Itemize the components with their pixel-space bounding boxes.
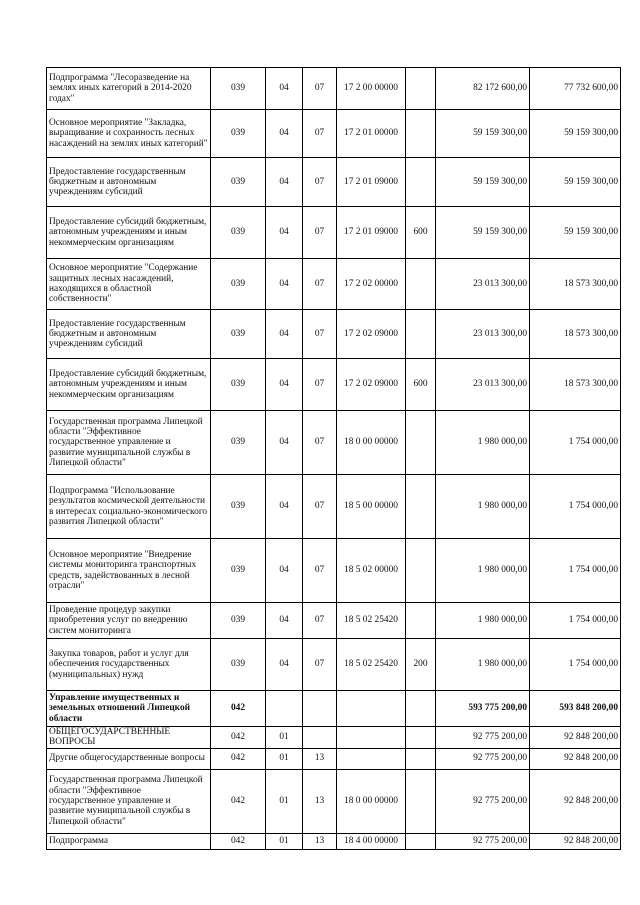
ministry-code-cell: 039 bbox=[211, 110, 266, 158]
expense-type-cell bbox=[406, 833, 436, 849]
amount-year2-cell: 18 573 300,00 bbox=[530, 259, 621, 310]
subsection-code-cell: 07 bbox=[303, 207, 337, 259]
target-article-cell: 17 2 00 00000 bbox=[337, 68, 406, 110]
table-row bbox=[47, 475, 621, 539]
ministry-code-cell: 039 bbox=[211, 359, 266, 411]
amount-year2-cell: 18 573 300,00 bbox=[530, 359, 621, 411]
subsection-code-cell: 13 bbox=[303, 769, 337, 833]
table-row bbox=[47, 833, 621, 849]
expense-type-cell bbox=[406, 68, 436, 110]
expense-type-cell: 200 bbox=[406, 639, 436, 691]
ministry-code-cell: 039 bbox=[211, 68, 266, 110]
section-code-cell: 04 bbox=[266, 411, 303, 475]
expense-type-cell bbox=[406, 691, 436, 727]
amount-year2-cell: 18 573 300,00 bbox=[530, 310, 621, 359]
table-row bbox=[47, 158, 621, 207]
row-name-cell: Основное мероприятие "Внедрение системы мониторинга транспортных средств, задействованных в лесной отрасли" bbox=[47, 539, 211, 603]
table-row bbox=[47, 539, 621, 603]
target-article-cell: 18 0 00 00000 bbox=[337, 769, 406, 833]
expense-type-cell bbox=[406, 475, 436, 539]
amount-year1-cell: 1 980 000,00 bbox=[436, 475, 530, 539]
expense-type-cell: 600 bbox=[406, 207, 436, 259]
table-row bbox=[47, 691, 621, 727]
target-article-cell: 17 2 01 00000 bbox=[337, 110, 406, 158]
table-body bbox=[47, 68, 621, 850]
expense-type-cell bbox=[406, 727, 436, 749]
target-article-cell: 18 5 02 25420 bbox=[337, 639, 406, 691]
amount-year1-cell: 593 775 200,00 bbox=[436, 691, 530, 727]
amount-year2-cell: 92 848 200,00 bbox=[530, 727, 621, 749]
ministry-code-cell: 042 bbox=[211, 691, 266, 727]
ministry-code-cell: 039 bbox=[211, 475, 266, 539]
ministry-code-cell: 042 bbox=[211, 748, 266, 769]
row-name-cell: Основное мероприятие "Закладка, выращивание и сохранность лесных насаждений на землях иных категорий" bbox=[47, 110, 211, 158]
table-row bbox=[47, 411, 621, 475]
section-code-cell: 04 bbox=[266, 310, 303, 359]
section-code-cell: 04 bbox=[266, 539, 303, 603]
expense-type-cell bbox=[406, 603, 436, 639]
row-name-cell: Предоставление субсидий бюджетным, автономным учреждениям и иным некоммерческим организациям bbox=[47, 207, 211, 259]
amount-year2-cell: 1 754 000,00 bbox=[530, 539, 621, 603]
expense-type-cell bbox=[406, 748, 436, 769]
row-name-cell: Предоставление субсидий бюджетным, автономным учреждениям и иным некоммерческим организациям bbox=[47, 359, 211, 411]
section-code-cell: 04 bbox=[266, 158, 303, 207]
subsection-code-cell: 07 bbox=[303, 259, 337, 310]
section-code-cell: 01 bbox=[266, 833, 303, 849]
amount-year1-cell: 1 980 000,00 bbox=[436, 603, 530, 639]
amount-year1-cell: 1 980 000,00 bbox=[436, 639, 530, 691]
amount-year1-cell: 23 013 300,00 bbox=[436, 359, 530, 411]
amount-year2-cell: 92 848 200,00 bbox=[530, 748, 621, 769]
ministry-code-cell: 042 bbox=[211, 727, 266, 749]
subsection-code-cell: 07 bbox=[303, 539, 337, 603]
table-row bbox=[47, 359, 621, 411]
subsection-code-cell: 07 bbox=[303, 359, 337, 411]
row-name-cell: Предоставление государственным бюджетным и автономным учреждениям субсидий bbox=[47, 158, 211, 207]
amount-year2-cell: 59 159 300,00 bbox=[530, 207, 621, 259]
section-code-cell: 04 bbox=[266, 639, 303, 691]
row-name-cell: Предоставление государственным бюджетным и автономным учреждениям субсидий bbox=[47, 310, 211, 359]
ministry-code-cell: 039 bbox=[211, 603, 266, 639]
ministry-code-cell: 039 bbox=[211, 158, 266, 207]
subsection-code-cell: 07 bbox=[303, 158, 337, 207]
target-article-cell: 18 5 02 00000 bbox=[337, 539, 406, 603]
target-article-cell: 18 4 00 00000 bbox=[337, 833, 406, 849]
expense-type-cell bbox=[406, 411, 436, 475]
expense-type-cell bbox=[406, 158, 436, 207]
subsection-code-cell: 13 bbox=[303, 748, 337, 769]
amount-year1-cell: 23 013 300,00 bbox=[436, 310, 530, 359]
ministry-code-cell: 039 bbox=[211, 539, 266, 603]
amount-year2-cell: 593 848 200,00 bbox=[530, 691, 621, 727]
ministry-code-cell: 042 bbox=[211, 769, 266, 833]
target-article-cell: 18 5 00 00000 bbox=[337, 475, 406, 539]
amount-year1-cell: 82 172 600,00 bbox=[436, 68, 530, 110]
subsection-code-cell bbox=[303, 691, 337, 727]
row-name-cell: Другие общегосударственные вопросы bbox=[47, 748, 211, 769]
amount-year2-cell: 1 754 000,00 bbox=[530, 603, 621, 639]
target-article-cell: 17 2 02 09000 bbox=[337, 359, 406, 411]
subsection-code-cell bbox=[303, 727, 337, 749]
table-row bbox=[47, 310, 621, 359]
expense-type-cell bbox=[406, 310, 436, 359]
amount-year1-cell: 92 775 200,00 bbox=[436, 748, 530, 769]
amount-year2-cell: 92 848 200,00 bbox=[530, 769, 621, 833]
row-name-cell: Подпрограмма "Лесоразведение на землях иных категорий в 2014-2020 годах" bbox=[47, 68, 211, 110]
expense-type-cell bbox=[406, 259, 436, 310]
section-code-cell: 01 bbox=[266, 727, 303, 749]
budget-table bbox=[46, 67, 621, 850]
row-name-cell: Подпрограмма "Использование результатов космической деятельности в интересах социально-экономического развития Липецкой области" bbox=[47, 475, 211, 539]
subsection-code-cell: 07 bbox=[303, 475, 337, 539]
section-code-cell: 04 bbox=[266, 475, 303, 539]
table-row bbox=[47, 110, 621, 158]
section-code-cell: 04 bbox=[266, 207, 303, 259]
target-article-cell: 17 2 02 00000 bbox=[337, 259, 406, 310]
expense-type-cell bbox=[406, 769, 436, 833]
target-article-cell bbox=[337, 727, 406, 749]
target-article-cell: 18 0 00 00000 bbox=[337, 411, 406, 475]
row-name-cell: ОБЩЕГОСУДАРСТВЕННЫЕ ВОПРОСЫ bbox=[47, 727, 211, 749]
table-row bbox=[47, 603, 621, 639]
target-article-cell bbox=[337, 691, 406, 727]
ministry-code-cell: 039 bbox=[211, 259, 266, 310]
ministry-code-cell: 039 bbox=[211, 207, 266, 259]
table-row bbox=[47, 259, 621, 310]
ministry-code-cell: 039 bbox=[211, 310, 266, 359]
amount-year1-cell: 59 159 300,00 bbox=[436, 158, 530, 207]
table-row bbox=[47, 769, 621, 833]
amount-year2-cell: 92 848 200,00 bbox=[530, 833, 621, 849]
amount-year2-cell: 1 754 000,00 bbox=[530, 639, 621, 691]
amount-year1-cell: 92 775 200,00 bbox=[436, 769, 530, 833]
expense-type-cell: 600 bbox=[406, 359, 436, 411]
target-article-cell: 17 2 02 09000 bbox=[337, 310, 406, 359]
amount-year2-cell: 1 754 000,00 bbox=[530, 475, 621, 539]
amount-year1-cell: 1 980 000,00 bbox=[436, 411, 530, 475]
row-name-cell: Закупка товаров, работ и услуг для обеспечения государственных (муниципальных) нужд bbox=[47, 639, 211, 691]
section-code-cell: 04 bbox=[266, 359, 303, 411]
amount-year1-cell: 59 159 300,00 bbox=[436, 207, 530, 259]
section-code-cell: 01 bbox=[266, 748, 303, 769]
section-code-cell: 01 bbox=[266, 769, 303, 833]
subsection-code-cell: 07 bbox=[303, 411, 337, 475]
row-name-cell: Государственная программа Липецкой области "Эффективное государственное управление и развитие муниципальной службы в Липецкой области" bbox=[47, 411, 211, 475]
ministry-code-cell: 039 bbox=[211, 639, 266, 691]
target-article-cell: 17 2 01 09000 bbox=[337, 207, 406, 259]
row-name-cell: Управление имущественных и земельных отношений Липецкой области bbox=[47, 691, 211, 727]
amount-year2-cell: 1 754 000,00 bbox=[530, 411, 621, 475]
amount-year1-cell: 59 159 300,00 bbox=[436, 110, 530, 158]
amount-year1-cell: 92 775 200,00 bbox=[436, 727, 530, 749]
ministry-code-cell: 039 bbox=[211, 411, 266, 475]
subsection-code-cell: 13 bbox=[303, 833, 337, 849]
subsection-code-cell: 07 bbox=[303, 310, 337, 359]
table-row bbox=[47, 639, 621, 691]
section-code-cell: 04 bbox=[266, 110, 303, 158]
amount-year2-cell: 59 159 300,00 bbox=[530, 110, 621, 158]
table-row bbox=[47, 207, 621, 259]
table-row bbox=[47, 748, 621, 769]
section-code-cell: 04 bbox=[266, 603, 303, 639]
table-row bbox=[47, 68, 621, 110]
row-name-cell: Подпрограмма bbox=[47, 833, 211, 849]
subsection-code-cell: 07 bbox=[303, 639, 337, 691]
row-name-cell: Основное мероприятие "Содержание защитных лесных насаждений, находящихся в областной собственности" bbox=[47, 259, 211, 310]
amount-year2-cell: 77 732 600,00 bbox=[530, 68, 621, 110]
subsection-code-cell: 07 bbox=[303, 110, 337, 158]
expense-type-cell bbox=[406, 539, 436, 603]
section-code-cell: 04 bbox=[266, 259, 303, 310]
row-name-cell: Проведение процедур закупки приобретения услуг по внедрению систем мониторинга bbox=[47, 603, 211, 639]
section-code-cell bbox=[266, 691, 303, 727]
amount-year1-cell: 92 775 200,00 bbox=[436, 833, 530, 849]
ministry-code-cell: 042 bbox=[211, 833, 266, 849]
target-article-cell: 18 5 02 25420 bbox=[337, 603, 406, 639]
row-name-cell: Государственная программа Липецкой области "Эффективное государственное управление и развитие муниципальной службы в Липецкой области" bbox=[47, 769, 211, 833]
amount-year1-cell: 1 980 000,00 bbox=[436, 539, 530, 603]
amount-year2-cell: 59 159 300,00 bbox=[530, 158, 621, 207]
target-article-cell: 17 2 01 09000 bbox=[337, 158, 406, 207]
section-code-cell: 04 bbox=[266, 68, 303, 110]
table-row bbox=[47, 727, 621, 749]
target-article-cell bbox=[337, 748, 406, 769]
amount-year1-cell: 23 013 300,00 bbox=[436, 259, 530, 310]
expense-type-cell bbox=[406, 110, 436, 158]
subsection-code-cell: 07 bbox=[303, 603, 337, 639]
subsection-code-cell: 07 bbox=[303, 68, 337, 110]
